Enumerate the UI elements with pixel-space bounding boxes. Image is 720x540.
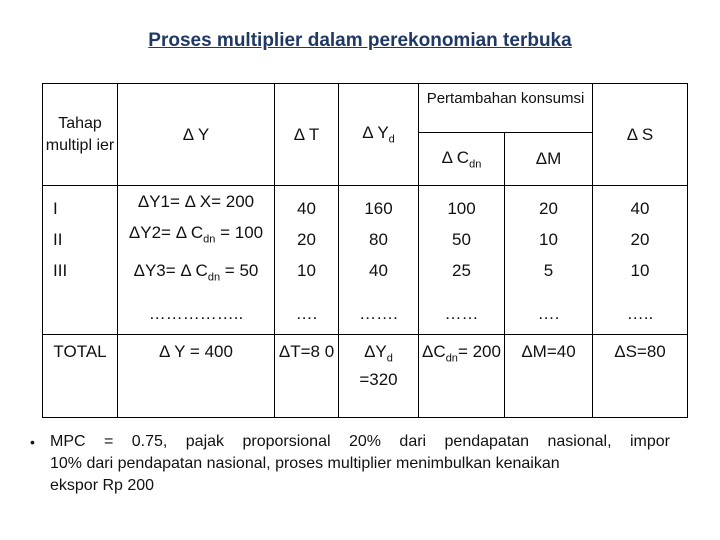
- delta-m-value: 10: [539, 230, 558, 250]
- delta-yd-value: 40: [369, 261, 388, 281]
- table-row-ellipsis: [43, 294, 688, 335]
- ellipsis-delta-cdn: ……: [419, 294, 505, 335]
- stage-labels: [43, 186, 118, 294]
- total-label: TOTAL: [43, 334, 118, 417]
- table-row-stages: [43, 186, 688, 294]
- total-delta-m: ΔM=40: [505, 334, 593, 417]
- page-title: Proses multiplier dalam perekonomian terbuka: [148, 30, 572, 51]
- delta-s-value: 40: [630, 199, 650, 219]
- ellipsis-delta-yd: …….: [339, 294, 419, 335]
- total-delta-yd: $\Delta Y_d$ =320: [339, 334, 419, 417]
- delta-y-value: ΔY1= Δ X= 200: [137, 192, 255, 211]
- delta-m-value: 5: [543, 261, 554, 281]
- ellipsis-delta-y: ……………..: [118, 294, 275, 335]
- header-row-1: [43, 84, 688, 133]
- total-delta-s: ΔS=80: [593, 334, 688, 417]
- header-delta-cdn: Δ $C_{dn}$: [419, 133, 505, 186]
- total-delta-cdn: $\Delta C_{dn}= 200$: [419, 334, 505, 417]
- stage-label: III: [53, 261, 68, 281]
- delta-t-values: [275, 186, 339, 294]
- delta-cdn-value: 100: [447, 199, 476, 219]
- header-delta-y: Δ Y: [118, 84, 275, 186]
- note-line-3: ekspor Rp 200: [50, 477, 155, 494]
- header-delta-t: Δ T: [275, 84, 339, 186]
- delta-cdn-value: 50: [452, 230, 471, 250]
- delta-yd-values: [339, 186, 419, 294]
- delta-yd-value: 80: [369, 230, 388, 250]
- header-tahap: Tahap multipl ier: [43, 84, 118, 186]
- delta-yd-value: 160: [364, 199, 393, 219]
- stage-label: II: [53, 230, 63, 250]
- note-line-2: 10% dari pendapatan nasional, proses multiplier menimbulkan kenaikan: [50, 455, 560, 472]
- delta-m-values: [505, 186, 593, 294]
- stage-label: I: [53, 199, 58, 219]
- delta-cdn-value: 25: [452, 261, 471, 281]
- note-line-1: MPC = 0.75, pajak proporsional 20% dari pendapatan nasional, impor: [50, 433, 670, 450]
- total-delta-y: Δ Y = 400: [118, 334, 275, 417]
- delta-m-value: 20: [539, 199, 558, 219]
- delta-t-value: 40: [297, 199, 316, 219]
- multiplier-table: [42, 83, 688, 418]
- delta-s-value: 10: [630, 261, 650, 281]
- bullet-icon: •: [30, 434, 35, 450]
- total-delta-t: ΔT=8 0: [275, 334, 339, 417]
- note-paragraph: [30, 431, 670, 497]
- header-delta-s: Δ S: [593, 84, 688, 186]
- delta-y-value: ΔY3= Δ $C_{dn} = 50$: [133, 261, 259, 284]
- delta-y-values: [118, 186, 275, 294]
- delta-s-value: 20: [630, 230, 650, 250]
- delta-t-value: 20: [297, 230, 316, 250]
- delta-s-values: [593, 186, 688, 294]
- header-pertambahan-konsumsi: Pertambahan konsumsi: [419, 84, 593, 133]
- ellipsis-stage: [43, 294, 118, 335]
- header-delta-yd: Δ $Y_d$: [339, 84, 419, 186]
- table-row-total: [43, 334, 688, 417]
- ellipsis-delta-s: …..: [593, 294, 688, 335]
- delta-t-value: 10: [297, 261, 316, 281]
- header-delta-m: ΔM: [505, 133, 593, 186]
- ellipsis-delta-t: ….: [275, 294, 339, 335]
- delta-y-value: ΔY2= Δ $C_{dn} = 100$: [128, 223, 264, 246]
- delta-cdn-values: [419, 186, 505, 294]
- ellipsis-delta-m: ….: [505, 294, 593, 335]
